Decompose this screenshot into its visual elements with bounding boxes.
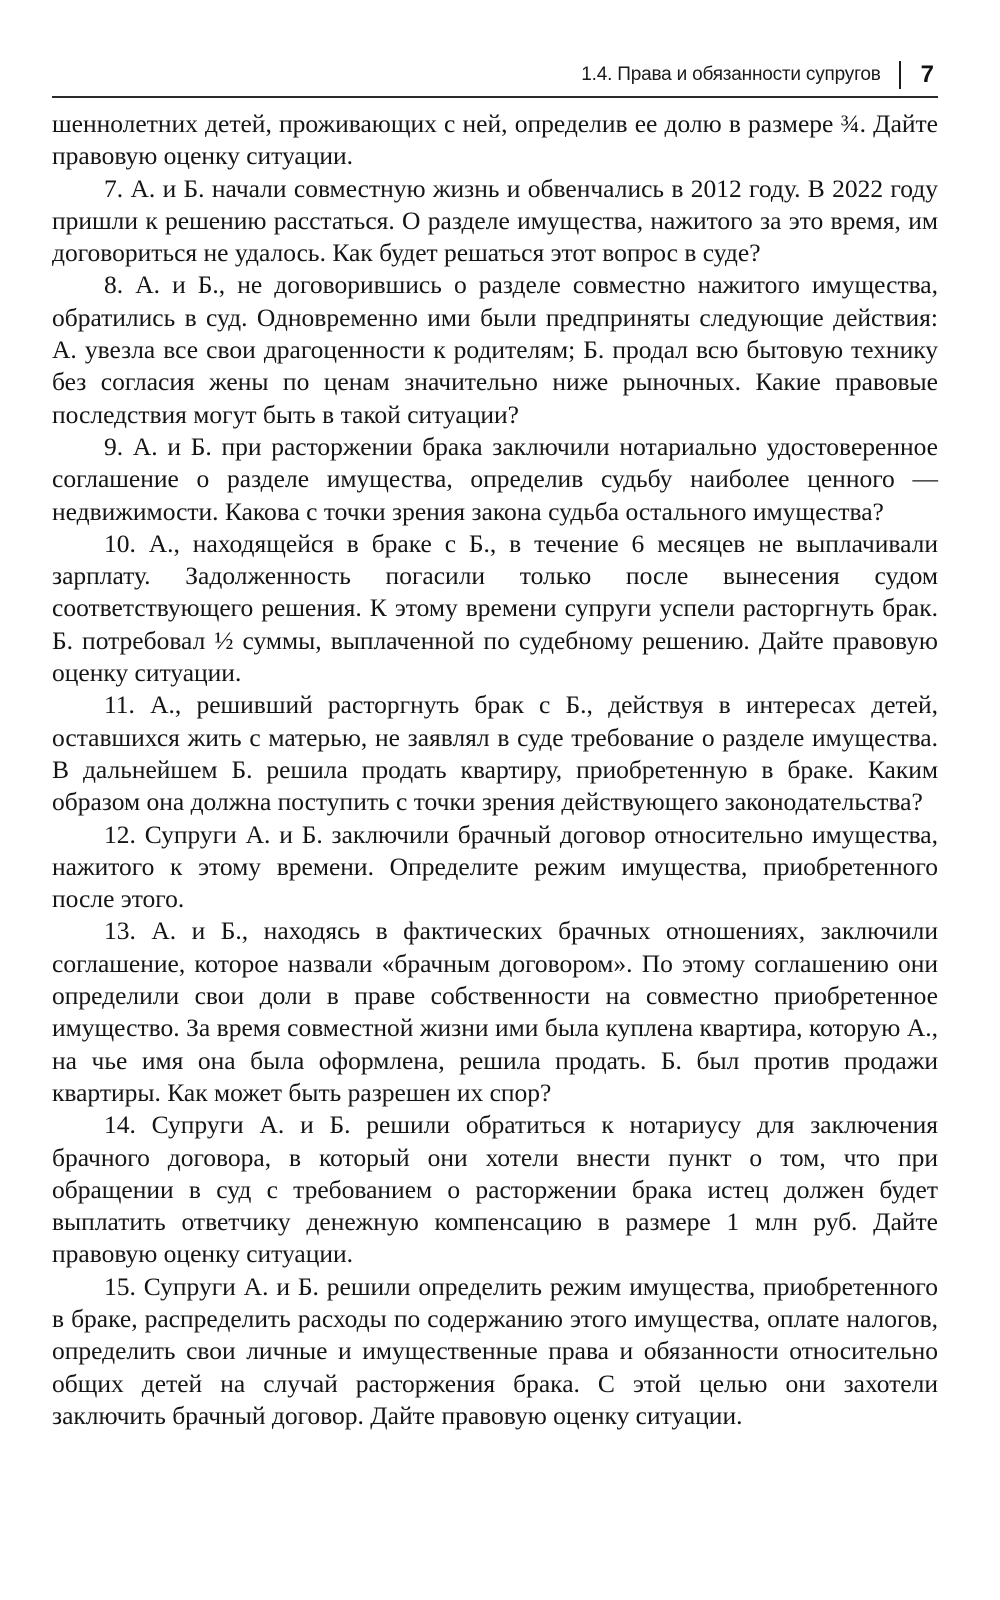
header-rule: [52, 96, 938, 98]
exercise-14: 14. Супруги А. и Б. решили обратиться к нотариусу для заключения брачного договора, в который они хотели внести пункт о том, что при обращении в суд с требованием о расторжении брака истец должен будет выплатить ответчику денежную компенсацию в размере 1 млн руб. Дайте правовую оценку ситуации.: [52, 1110, 938, 1269]
page-body: [52, 108, 938, 1432]
page-header: [581, 58, 934, 92]
exercise-9: 9. А. и Б. при расторжении брака заключили нотариально удостоверенное соглашение о разделе имущества, определив судьбу наиболее ценного — недвижимости. Какова с точки зрения закона судьба остального имущества?: [52, 431, 938, 526]
header-separator: [899, 61, 901, 89]
running-title: 1.4. Права и обязанности супругов: [581, 64, 881, 85]
continuation-paragraph: шеннолетних детей, проживающих с ней, определив ее долю в размере ¾. Дайте правовую оценку ситуации.: [52, 109, 938, 171]
exercise-13: 13. А. и Б., находясь в фактических брачных отношениях, заключили соглашение, которое назвали «брачным договором». По этому соглашению они определили свои доли в праве собственности на совместно приобретенное имущество. За время совместной жизни ими была куплена квартира, которую А., на чье имя она была оформлена, решила продать. Б. был против продажи квартиры. Как может быть разрешен их спор?: [52, 916, 938, 1107]
page-number: 7: [920, 61, 934, 88]
exercise-12: 12. Супруги А. и Б. заключили брачный договор относительно имущества, нажитого к этому времени. Определите режим имущества, приобретенного после этого.: [52, 819, 938, 914]
exercise-8: 8. А. и Б., не договорившись о разделе совместно нажитого имущества, обратились в суд. Одновременно ими были предприняты следующие действия: А. увезла все свои драгоценности к родителям; Б. продал всю бытовую технику без согласия жены по ценам значительно ниже рыночных. Какие правовые последствия могут быть в такой ситуации?: [52, 270, 938, 429]
exercise-7: 7. А. и Б. начали совместную жизнь и обвенчались в 2012 году. В 2022 году пришли к решению расстаться. О разделе имущества, нажитого за это время, им договориться не удалось. Как будет решаться этот вопрос в суде?: [52, 173, 938, 268]
exercise-11: 11. А., решивший расторгнуть брак с Б., действуя в интересах детей, оставшихся жить с матерью, не заявлял в суде требование о разделе имущества. В дальнейшем Б. решила продать квартиру, приобретенную в браке. Каким образом она должна поступить с точки зрения действующего законодательства?: [52, 690, 938, 817]
exercise-15: 15. Супруги А. и Б. решили определить режим имущества, приобретенного в браке, распределить расходы по содержанию этого имущества, оплате налогов, определить свои личные и имущественные права и обязанности относительно общих детей на случай расторжения брака. С этой целью они захотели заключить брачный договор. Дайте правовую оценку ситуации.: [52, 1271, 938, 1430]
exercise-10: 10. А., находящейся в браке с Б., в течение 6 месяцев не выплачивали зарплату. Задолженность погасили только после вынесения судом соответствующего решения. К этому времени супруги успели расторгнуть брак. Б. потребовал ½ суммы, выплаченной по судебному решению. Дайте правовую оценку ситуации.: [52, 528, 938, 688]
